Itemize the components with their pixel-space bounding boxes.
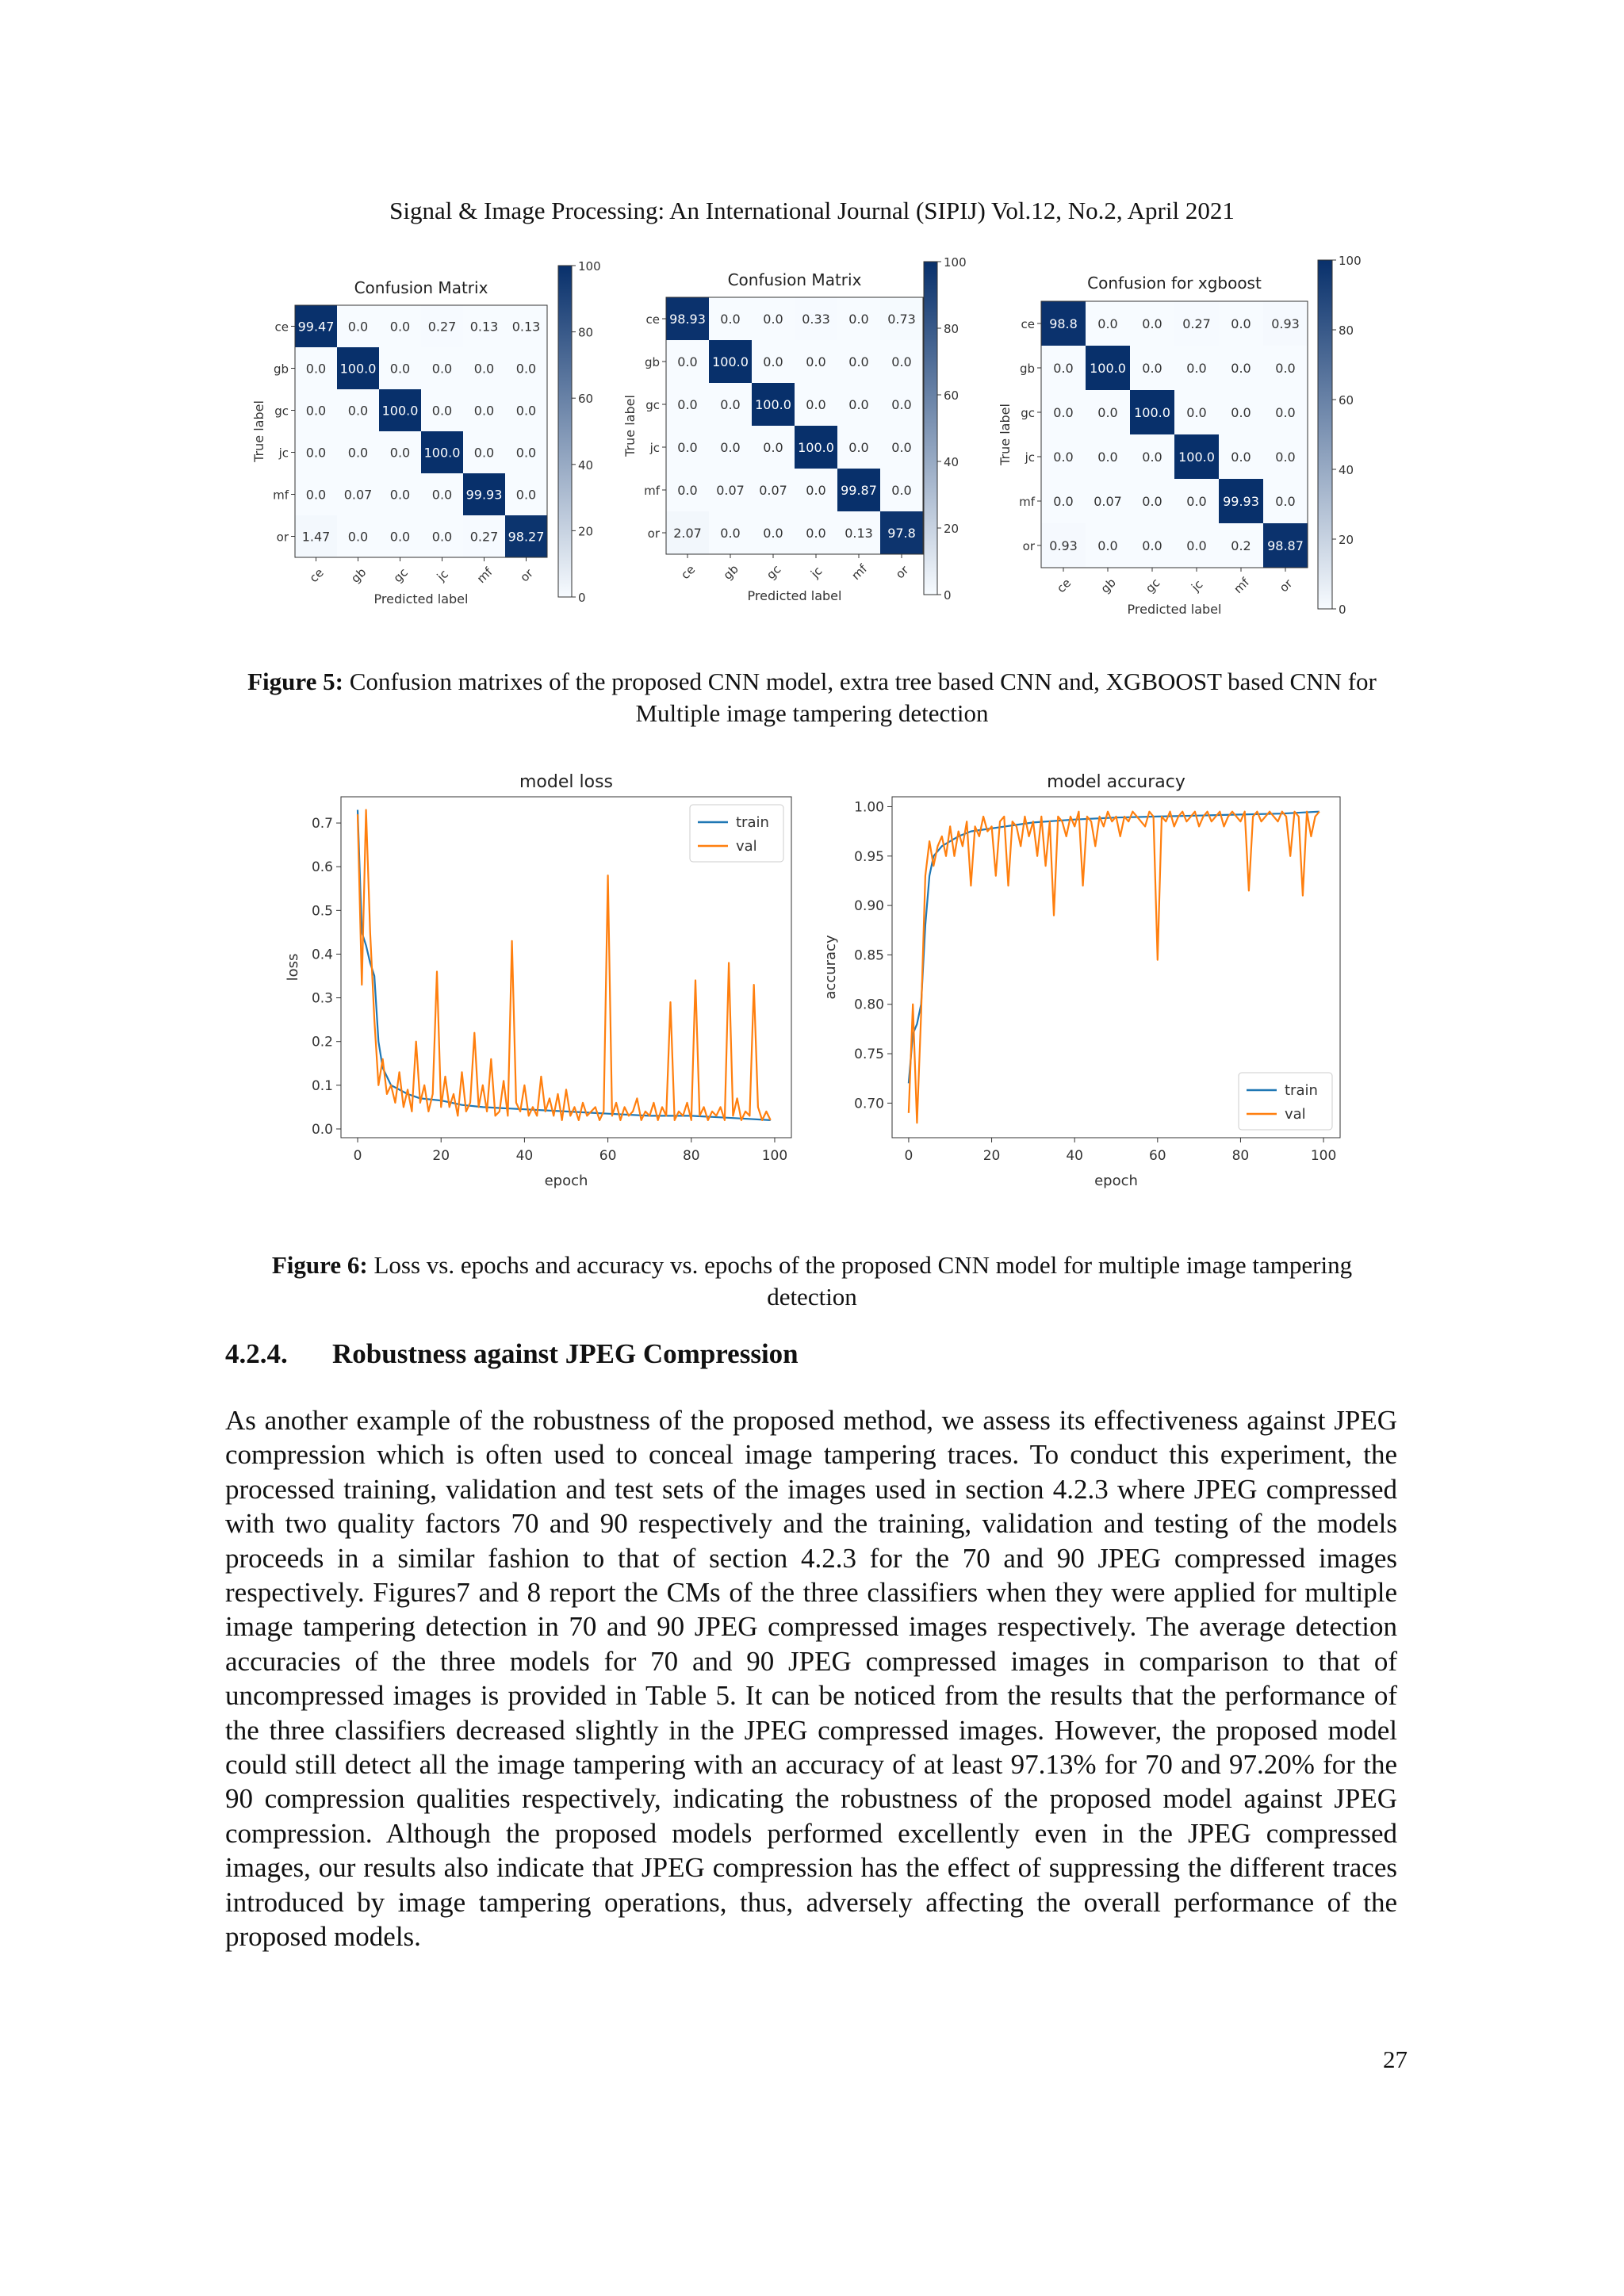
cm-title: Confusion Matrix <box>727 270 862 289</box>
cm-cell-value: 0.0 <box>1275 494 1296 509</box>
cm-title: Confusion for xgboost <box>1087 274 1262 293</box>
cm-cell-value: 0.0 <box>1186 405 1207 420</box>
cm-colorbar-tick-label: 60 <box>1339 393 1354 408</box>
cm-xtick-label: ce <box>678 562 699 583</box>
confusion-matrix-2 <box>615 254 995 618</box>
cm-colorbar-tick-label: 0 <box>578 591 586 605</box>
plot-xtick-label: 40 <box>1066 1148 1084 1164</box>
cm-cell-value: 98.93 <box>669 312 706 327</box>
cm-ytick-label: gc <box>1021 406 1035 420</box>
accuracy-plot <box>817 761 1356 1217</box>
cm-cell-value: 0.0 <box>431 361 453 377</box>
cm-cell-value: 0.0 <box>891 440 912 455</box>
cm-cell-value: 0.0 <box>1186 361 1207 376</box>
confusion-matrix-1-svg <box>246 258 619 614</box>
cm-colorbar-tick-label: 20 <box>1339 533 1354 547</box>
cm-cell-value: 97.8 <box>887 526 916 541</box>
cm-colorbar-tick-label: 100 <box>1339 254 1362 268</box>
cm-cell-value: 0.0 <box>515 487 537 503</box>
cm-cell-value: 0.0 <box>677 354 698 369</box>
cm-cell-value: 0.07 <box>716 483 745 498</box>
cm-xtick-label: jc <box>434 566 451 584</box>
cm-cell-value: 0.0 <box>1053 405 1074 420</box>
cm-cell-value: 0.13 <box>469 319 499 335</box>
plot-ylabel: accuracy <box>822 935 839 1000</box>
cm-ytick-label: gc <box>645 398 660 412</box>
figure-6-text: Loss vs. epochs and accuracy vs. epochs of the proposed CNN model for multiple image tampering detection <box>367 1251 1353 1311</box>
cm-cell-value: 0.0 <box>473 403 495 419</box>
plot-xtick-label: 20 <box>432 1148 450 1164</box>
cm-ytick-label: ce <box>645 312 660 327</box>
cm-ytick-label: or <box>1022 539 1035 553</box>
cm-cell-value: 0.0 <box>431 529 453 545</box>
plot-ytick-label: 0.0 <box>311 1121 333 1138</box>
cm-cell-value: 0.0 <box>1275 405 1296 420</box>
journal-header: Signal & Image Processing: An International Journal (SIPIJ) Vol.12, No.2, April 2021 <box>389 197 1235 224</box>
cm-cell-value: 0.0 <box>1053 361 1074 376</box>
body-paragraph: As another example of the robustness of the proposed method, we assess its effectiveness against JPEG compression which is often used to conceal image tampering traces. To conduct this experiment, the processed training, validation and test sets of the images used in section 4.2.3 where JPEG compressed with two quality factors 70 and 90 respectively and the training, validation and testing of the models proceeds in a similar fashion to that of section 4.2.3 for the 70 and 90 JPEG compressed images respectively. Figures7 and 8 report the CMs of the three classifiers when they were applied for multiple image tampering detection in 70 and 90 JPEG compressed images respectively. The average detection accuracies of the three models for 70 and 90 JPEG compressed images in comparison to that of uncompressed images is provided in Table 5. It can be noticed from the results that the performance of the three classifiers decreased slightly in the JPEG compressed images. However, the proposed model could still detect all the image tampering with an accuracy of at least 97.13% for 70 and 97.20% for the 90 compression qualities respectively, indicating the robustness of the proposed model against JPEG compression. Although the proposed models performed excellently even in the JPEG compressed images, our results also indicate that JPEG compression has the effect of suppressing the different traces introduced by image tampering operations, thus, adversely affecting the overall performance of the proposed models. <box>225 1405 1397 1953</box>
cm-cell-value: 0.0 <box>1097 316 1118 331</box>
cm-cell-value: 0.0 <box>1097 538 1118 553</box>
cm-cell-value: 0.0 <box>1186 494 1207 509</box>
plot-legend-label: train <box>1285 1082 1318 1099</box>
cm-colorbar-tick-label: 100 <box>578 259 601 274</box>
cm-cell-value: 1.47 <box>301 529 331 545</box>
plot-legend-label: val <box>736 838 757 855</box>
plot-ytick-label: 0.95 <box>854 848 884 865</box>
cm-cell-value: 100.0 <box>423 445 461 461</box>
cm-cell-value: 0.13 <box>511 319 541 335</box>
cm-cell-value: 100.0 <box>1090 361 1126 376</box>
cm-cell-value: 0.93 <box>1049 538 1078 553</box>
plot-ytick-label: 0.3 <box>311 990 333 1007</box>
cm-cell-value: 0.0 <box>1231 405 1251 420</box>
cm-cell-value: 0.93 <box>1271 316 1300 331</box>
plot-ytick-label: 0.85 <box>854 947 884 964</box>
cm-cell-value: 0.0 <box>1097 405 1118 420</box>
cm-colorbar <box>1318 260 1332 609</box>
plot-legend-label: val <box>1285 1106 1306 1123</box>
cm-colorbar-tick-label: 100 <box>944 255 967 270</box>
confusion-matrix-1 <box>246 258 619 618</box>
cm-cell-value: 0.0 <box>1142 361 1162 376</box>
cm-ytick-label: gb <box>273 362 289 377</box>
cm-xtick-label: mf <box>473 564 496 587</box>
cm-ytick-label: or <box>647 526 660 541</box>
plot-title: model loss <box>519 772 613 792</box>
cm-ytick-label: gb <box>644 355 660 369</box>
accuracy-plot-svg <box>817 761 1356 1213</box>
cm-cell-value: 0.0 <box>389 487 411 503</box>
cm-cell-value: 0.27 <box>427 319 457 335</box>
plot-xtick-label: 100 <box>1310 1148 1337 1164</box>
cm-xtick-label: mf <box>1231 575 1253 597</box>
cm-cell-value: 0.73 <box>887 312 916 327</box>
cm-cell-value: 100.0 <box>712 354 749 369</box>
cm-cell-value: 100.0 <box>381 403 419 419</box>
cm-xtick-label: gc <box>1143 576 1163 596</box>
cm-title: Confusion Matrix <box>354 278 488 297</box>
cm-cell-value: 0.0 <box>720 312 741 327</box>
cm-xtick-label: gc <box>390 565 411 586</box>
cm-cell-value: 0.0 <box>389 529 411 545</box>
cm-colorbar-tick-label: 80 <box>1339 323 1354 338</box>
cm-cell-value: 0.07 <box>1094 494 1122 509</box>
cm-xlabel: Predicted label <box>1127 602 1222 617</box>
cm-cell-value: 99.93 <box>1223 494 1259 509</box>
cm-cell-value: 0.0 <box>763 526 783 541</box>
cm-cell-value: 0.0 <box>1231 450 1251 465</box>
cm-cell-value: 0.0 <box>720 397 741 412</box>
plot-xtick-label: 60 <box>1148 1148 1166 1164</box>
cm-ytick-label: mf <box>273 488 289 503</box>
confusion-matrix-3 <box>991 254 1388 638</box>
plot-xtick-label: 0 <box>353 1148 362 1164</box>
confusion-matrix-3-svg <box>991 254 1388 634</box>
cm-xtick-label: jc <box>1188 576 1206 595</box>
cm-cell-value: 100.0 <box>755 397 791 412</box>
cm-xtick-label: gc <box>764 562 784 583</box>
cm-cell-value: 0.0 <box>891 354 912 369</box>
cm-ytick-label: mf <box>644 484 660 498</box>
plot-ytick-label: 0.2 <box>311 1034 333 1050</box>
section-number: 4.2.4. <box>225 1338 288 1369</box>
cm-cell-value: 0.0 <box>1142 538 1162 553</box>
cm-cell-value: 98.87 <box>1267 538 1304 553</box>
cm-cell-value: 0.0 <box>347 403 369 419</box>
cm-cell-value: 0.0 <box>515 361 537 377</box>
cm-cell-value: 0.0 <box>347 319 369 335</box>
cm-cell-value: 99.47 <box>297 319 335 335</box>
cm-cell-value: 100.0 <box>798 440 834 455</box>
plot-xtick-label: 80 <box>1231 1148 1250 1164</box>
cm-ytick-label: gb <box>1019 362 1035 376</box>
cm-cell-value: 0.0 <box>720 440 741 455</box>
cm-cell-value: 99.87 <box>841 483 877 498</box>
figure-6-label: Figure 6: <box>271 1251 368 1279</box>
cm-ytick-label: jc <box>278 446 289 461</box>
plot-ylabel: loss <box>285 953 301 982</box>
cm-cell-value: 0.0 <box>515 445 537 461</box>
cm-cell-value: 0.0 <box>763 440 783 455</box>
cm-cell-value: 0.0 <box>305 445 327 461</box>
plot-xlabel: epoch <box>1094 1173 1138 1189</box>
cm-cell-value: 0.0 <box>763 354 783 369</box>
figure-5-label: Figure 5: <box>247 668 343 695</box>
cm-xtick-label: ce <box>306 565 327 586</box>
cm-cell-value: 0.07 <box>759 483 787 498</box>
cm-cell-value: 0.0 <box>305 361 327 377</box>
confusion-matrix-2-svg <box>615 254 995 614</box>
cm-cell-value: 0.0 <box>677 397 698 412</box>
cm-ytick-label: gc <box>274 404 289 419</box>
cm-cell-value: 0.0 <box>389 445 411 461</box>
cm-cell-value: 0.0 <box>806 526 826 541</box>
cm-cell-value: 0.0 <box>806 483 826 498</box>
cm-colorbar-tick-label: 0 <box>944 588 952 603</box>
cm-cell-value: 0.0 <box>515 403 537 419</box>
cm-cell-value: 0.0 <box>473 361 495 377</box>
cm-cell-value: 0.13 <box>845 526 873 541</box>
cm-xtick-label: or <box>1276 576 1296 595</box>
cm-cell-value: 0.0 <box>891 397 912 412</box>
cm-colorbar <box>558 266 572 597</box>
cm-cell-value: 0.0 <box>848 354 869 369</box>
plot-xlabel: epoch <box>544 1173 588 1189</box>
cm-xtick-label: gb <box>1097 575 1119 596</box>
cm-cell-value: 0.2 <box>1231 538 1251 553</box>
cm-cell-value: 0.0 <box>1142 494 1162 509</box>
cm-cell-value: 0.0 <box>806 397 826 412</box>
plot-ytick-label: 0.75 <box>854 1047 884 1063</box>
plot-xtick-label: 0 <box>904 1148 914 1164</box>
cm-cell-value: 100.0 <box>339 361 377 377</box>
cm-ylabel: True label <box>622 395 638 457</box>
plot-ytick-label: 0.5 <box>311 903 333 920</box>
cm-cell-value: 0.0 <box>1231 361 1251 376</box>
cm-xtick-label: gb <box>348 564 370 586</box>
page-number: 27 <box>1383 2045 1408 2073</box>
cm-colorbar-tick-label: 40 <box>578 457 594 473</box>
cm-colorbar-tick-label: 40 <box>1339 463 1354 477</box>
cm-cell-value: 0.0 <box>1275 450 1296 465</box>
figure-5-caption <box>230 666 1394 729</box>
cm-cell-value: 0.0 <box>806 354 826 369</box>
section-title: Robustness against JPEG Compression <box>332 1338 799 1369</box>
plot-xtick-label: 20 <box>982 1148 1001 1164</box>
cm-cell-value: 0.0 <box>848 440 869 455</box>
cm-cell-value: 0.0 <box>1053 450 1074 465</box>
cm-ytick-label: ce <box>1021 317 1035 331</box>
figure-5-text: Confusion matrixes of the proposed CNN model, extra tree based CNN and, XGBOOST based CNN for Multiple image tampering detection <box>343 668 1377 727</box>
cm-cell-value: 0.0 <box>848 312 869 327</box>
loss-plot-svg <box>285 761 809 1213</box>
plot-ytick-label: 0.80 <box>854 997 884 1013</box>
cm-colorbar-tick-label: 0 <box>1339 603 1346 617</box>
plot-xtick-label: 40 <box>515 1148 534 1164</box>
cm-xtick-label: or <box>517 565 537 585</box>
cm-cell-value: 100.0 <box>1178 450 1215 465</box>
cm-cell-value: 0.33 <box>802 312 830 327</box>
cm-cell-value: 0.0 <box>1142 316 1162 331</box>
cm-cell-value: 0.0 <box>1231 316 1251 331</box>
cm-ytick-label: mf <box>1019 495 1035 509</box>
cm-xlabel: Predicted label <box>373 591 469 607</box>
cm-cell-value: 0.0 <box>677 483 698 498</box>
cm-cell-value: 0.0 <box>1275 361 1296 376</box>
cm-cell-value: 0.0 <box>473 445 495 461</box>
cm-xtick-label: jc <box>807 563 825 581</box>
plot-xtick-label: 60 <box>599 1148 617 1164</box>
plot-title: model accuracy <box>1047 772 1185 792</box>
cm-cell-value: 0.07 <box>343 487 373 503</box>
plot-xtick-label: 80 <box>682 1148 700 1164</box>
cm-ytick-label: or <box>276 530 289 545</box>
cm-xtick-label: gb <box>720 561 741 583</box>
cm-xlabel: Predicted label <box>747 588 842 603</box>
cm-cell-value: 0.0 <box>389 361 411 377</box>
cm-ytick-label: ce <box>274 320 289 335</box>
cm-cell-value: 0.0 <box>891 483 912 498</box>
cm-cell-value: 0.0 <box>848 397 869 412</box>
loss-plot <box>285 761 809 1217</box>
cm-cell-value: 0.0 <box>1142 450 1162 465</box>
cm-cell-value: 98.8 <box>1049 316 1078 331</box>
cm-cell-value: 2.07 <box>673 526 702 541</box>
cm-cell-value: 0.0 <box>431 487 453 503</box>
plot-ytick-label: 0.70 <box>854 1096 884 1112</box>
cm-cell-value: 0.0 <box>1186 538 1207 553</box>
cm-cell-value: 99.93 <box>465 487 503 503</box>
cm-cell-value: 100.0 <box>1134 405 1170 420</box>
cm-colorbar-tick-label: 60 <box>944 388 959 403</box>
cm-cell-value: 0.0 <box>677 440 698 455</box>
cm-colorbar-tick-label: 60 <box>578 392 594 407</box>
plot-ytick-label: 0.1 <box>311 1077 333 1094</box>
cm-cell-value: 98.27 <box>508 529 545 545</box>
cm-cell-value: 0.0 <box>305 403 327 419</box>
cm-colorbar-tick-label: 40 <box>944 455 959 469</box>
cm-cell-value: 0.0 <box>347 529 369 545</box>
section-heading <box>225 1338 799 1370</box>
cm-ylabel: True label <box>998 404 1013 465</box>
cm-cell-value: 0.0 <box>720 526 741 541</box>
cm-xtick-label: ce <box>1054 576 1074 596</box>
cm-colorbar-tick-label: 80 <box>944 322 959 336</box>
cm-xtick-label: or <box>892 562 912 582</box>
cm-cell-value: 0.0 <box>1053 494 1074 509</box>
cm-cell-value: 0.0 <box>347 445 369 461</box>
plot-xtick-label: 100 <box>761 1148 788 1164</box>
cm-cell-value: 0.0 <box>305 487 327 503</box>
cm-colorbar <box>924 262 937 595</box>
cm-cell-value: 0.0 <box>389 319 411 335</box>
plot-legend-label: train <box>736 814 769 831</box>
cm-cell-value: 0.0 <box>763 312 783 327</box>
cm-cell-value: 0.0 <box>431 403 453 419</box>
figure-6-caption <box>230 1249 1394 1313</box>
cm-colorbar-tick-label: 80 <box>578 325 594 340</box>
plot-ytick-label: 0.7 <box>311 816 333 832</box>
cm-ytick-label: jc <box>649 441 660 455</box>
cm-colorbar-tick-label: 20 <box>578 524 594 539</box>
plot-ytick-label: 0.6 <box>311 859 333 876</box>
cm-cell-value: 0.27 <box>469 529 499 545</box>
plot-ytick-label: 1.00 <box>854 799 884 816</box>
cm-cell-value: 0.27 <box>1182 316 1211 331</box>
cm-cell-value: 0.0 <box>1097 450 1118 465</box>
cm-colorbar-tick-label: 20 <box>944 522 959 536</box>
cm-ylabel: True label <box>251 400 266 462</box>
cm-ytick-label: jc <box>1025 450 1035 465</box>
cm-xtick-label: mf <box>848 561 871 584</box>
plot-ytick-label: 0.90 <box>854 898 884 915</box>
plot-ytick-label: 0.4 <box>311 947 333 963</box>
